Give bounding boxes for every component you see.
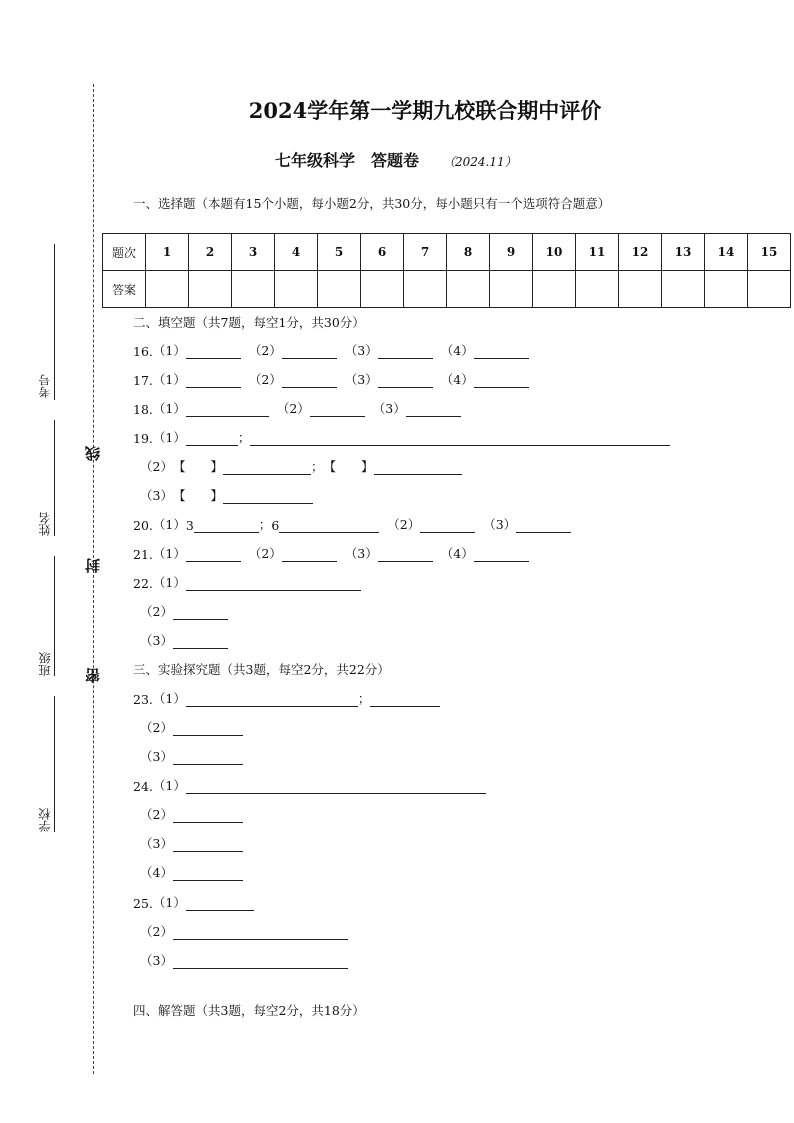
part-label: （2） <box>387 517 421 532</box>
exam-number-line <box>54 244 55 400</box>
answer-blank[interactable] <box>173 634 228 649</box>
part-label: （3） <box>140 836 173 851</box>
answer-cell[interactable] <box>404 271 447 308</box>
q-number: 19. <box>133 431 153 446</box>
q-number: 21. <box>133 547 153 562</box>
answer-blank[interactable] <box>474 344 529 359</box>
part-label: （2） <box>140 807 173 822</box>
answer-blank[interactable] <box>516 518 571 533</box>
separator: ； <box>310 459 324 474</box>
part-label: （1） <box>152 343 186 358</box>
answer-cell[interactable] <box>748 271 791 308</box>
section2-heading: 二、填空题（共7题，每空1分，共30分） <box>133 315 365 330</box>
question-25-part3 <box>140 951 348 969</box>
part-label: （4） <box>440 546 474 561</box>
exam-number-label: 考号 <box>38 374 52 398</box>
answer-blank[interactable] <box>194 518 259 533</box>
grid-row-label-number: 题次 <box>103 234 146 271</box>
question-23 <box>133 689 440 707</box>
page-subtitle <box>275 148 517 171</box>
answer-blank[interactable] <box>173 808 243 823</box>
part-label: （2） <box>140 604 173 619</box>
answer-cell[interactable] <box>619 271 662 308</box>
answer-blank[interactable] <box>186 402 269 417</box>
grid-number: 9 <box>490 234 533 271</box>
answer-blank[interactable] <box>173 750 243 765</box>
question-18 <box>133 399 461 417</box>
part-label: （1） <box>152 546 186 561</box>
answer-blank[interactable] <box>374 460 462 475</box>
question-21 <box>133 544 529 562</box>
question-22-part2 <box>140 602 228 620</box>
question-24-part4 <box>140 863 243 881</box>
q-number: 17. <box>133 373 153 388</box>
grid-number: 5 <box>318 234 361 271</box>
answer-blank[interactable] <box>282 344 337 359</box>
answer-blank[interactable] <box>173 925 348 940</box>
separator: ； <box>258 517 272 532</box>
part-label: （3） <box>344 372 378 387</box>
question-22 <box>133 573 361 591</box>
answer-blank[interactable] <box>223 489 313 504</box>
answer-blank[interactable] <box>186 779 486 794</box>
answer-blank[interactable] <box>173 605 228 620</box>
answer-blank[interactable] <box>420 518 475 533</box>
q-number: 23. <box>133 692 153 707</box>
seal-char-secret: 密 <box>84 668 102 683</box>
grid-number: 14 <box>705 234 748 271</box>
part-label: （3） <box>372 401 406 416</box>
grid-number: 13 <box>662 234 705 271</box>
answer-blank[interactable] <box>173 721 243 736</box>
answer-cell[interactable] <box>361 271 404 308</box>
question-25 <box>133 893 254 911</box>
answer-cell[interactable] <box>490 271 533 308</box>
answer-cell[interactable] <box>189 271 232 308</box>
choice-bracket: 【 】 <box>323 459 374 474</box>
section1-heading: 一、选择题（本题有15个小题，每小题2分，共30分，每小题只有一个选项符合题意） <box>133 196 611 211</box>
answer-cell[interactable] <box>533 271 576 308</box>
grid-number: 3 <box>232 234 275 271</box>
part-label: （1） <box>152 372 186 387</box>
answer-blank[interactable] <box>186 344 241 359</box>
answer-cell[interactable] <box>662 271 705 308</box>
part-label: （1） <box>152 895 186 910</box>
prefix-6: 6 <box>271 518 280 533</box>
answer-blank[interactable] <box>186 896 254 911</box>
name-line <box>54 420 55 536</box>
choice-bracket: 【 】 <box>172 459 223 474</box>
seal-char-line: 线 <box>84 446 102 461</box>
seal-char-seal: 封 <box>84 558 102 573</box>
answer-grid <box>102 233 791 308</box>
answer-cell[interactable] <box>705 271 748 308</box>
grid-number: 2 <box>189 234 232 271</box>
answer-blank[interactable] <box>370 692 440 707</box>
q-number: 18. <box>133 402 153 417</box>
answer-grid-number-row <box>103 234 791 271</box>
grid-number: 15 <box>748 234 791 271</box>
part-label: （3） <box>140 488 173 503</box>
grid-number: 8 <box>447 234 490 271</box>
question-24 <box>133 776 486 794</box>
answer-cell[interactable] <box>318 271 361 308</box>
grid-number: 7 <box>404 234 447 271</box>
answer-blank[interactable] <box>186 431 238 446</box>
prefix-3: 3 <box>185 518 194 533</box>
q-number: 22. <box>133 576 153 591</box>
part-label: （1） <box>152 401 186 416</box>
part-label: （2） <box>140 720 173 735</box>
question-23-part2 <box>140 718 243 736</box>
question-16 <box>133 341 529 359</box>
answer-blank[interactable] <box>173 837 243 852</box>
grid-number: 1 <box>146 234 189 271</box>
choice-bracket: 【 】 <box>172 488 223 503</box>
answer-blank[interactable] <box>378 373 433 388</box>
answer-blank[interactable] <box>282 373 337 388</box>
separator: ； <box>237 430 251 445</box>
part-label: （2） <box>248 372 282 387</box>
part-label: （2） <box>140 924 173 939</box>
question-19-part2 <box>140 457 462 475</box>
separator: ； <box>357 691 371 706</box>
q-number: 16. <box>133 344 153 359</box>
part-label: （3） <box>344 343 378 358</box>
answer-blank[interactable] <box>282 547 337 562</box>
answer-blank[interactable] <box>186 576 361 591</box>
grid-number: 10 <box>533 234 576 271</box>
exam-date: （2024.11） <box>443 155 517 169</box>
answer-cell[interactable] <box>275 271 318 308</box>
part-label: （4） <box>440 343 474 358</box>
grid-number: 4 <box>275 234 318 271</box>
class-line <box>54 556 55 676</box>
part-label: （1） <box>152 575 186 590</box>
answer-blank[interactable] <box>186 373 241 388</box>
part-label: （2） <box>140 459 173 474</box>
part-label: （1） <box>152 778 186 793</box>
question-24-part3 <box>140 834 243 852</box>
answer-blank[interactable] <box>173 954 348 969</box>
part-label: （3） <box>483 517 517 532</box>
answer-blank[interactable] <box>474 547 529 562</box>
school-label: 学校 <box>38 808 52 832</box>
section3-heading: 三、实验探究题（共3题，每空2分，共22分） <box>133 662 390 677</box>
grid-number: 6 <box>361 234 404 271</box>
answer-cell[interactable] <box>576 271 619 308</box>
part-label: （2） <box>276 401 310 416</box>
part-label: （3） <box>344 546 378 561</box>
answer-blank[interactable] <box>279 518 379 533</box>
question-19 <box>133 428 670 446</box>
question-20 <box>133 515 571 533</box>
answer-blank[interactable] <box>474 373 529 388</box>
answer-blank[interactable] <box>406 402 461 417</box>
subtitle-text: 七年级科学 答题卷 <box>275 151 420 170</box>
q-number: 24. <box>133 779 153 794</box>
class-label: 班级 <box>38 652 52 676</box>
part-label: （2） <box>248 343 282 358</box>
school-line <box>54 696 55 832</box>
grid-number: 12 <box>619 234 662 271</box>
answer-cell[interactable] <box>146 271 189 308</box>
page-title: 2024学年第一学期九校联合期中评价 <box>248 98 602 123</box>
question-25-part2 <box>140 922 348 940</box>
grid-row-label-answer: 答案 <box>103 271 146 308</box>
grid-number: 11 <box>576 234 619 271</box>
answer-blank[interactable] <box>378 547 433 562</box>
part-label: （2） <box>248 546 282 561</box>
answer-blank[interactable] <box>173 866 243 881</box>
answer-blank[interactable] <box>186 547 241 562</box>
answer-blank[interactable] <box>378 344 433 359</box>
name-label: 姓名 <box>38 512 52 536</box>
section4-heading: 四、解答题（共3题，每空2分，共18分） <box>133 1003 365 1018</box>
answer-blank[interactable] <box>186 692 358 707</box>
answer-blank[interactable] <box>250 431 670 446</box>
part-label: （1） <box>152 691 186 706</box>
part-label: （1） <box>152 430 186 445</box>
q-number: 25. <box>133 896 153 911</box>
question-22-part3 <box>140 631 228 649</box>
cut-line <box>93 84 94 1074</box>
question-24-part2 <box>140 805 243 823</box>
part-label: （3） <box>140 749 173 764</box>
part-label: （3） <box>140 633 173 648</box>
part-label: （4） <box>440 372 474 387</box>
answer-grid-answer-row <box>103 271 791 308</box>
q-number: 20. <box>133 518 153 533</box>
answer-blank[interactable] <box>223 460 311 475</box>
part-label: （1） <box>152 517 186 532</box>
part-label: （3） <box>140 953 173 968</box>
answer-cell[interactable] <box>232 271 275 308</box>
question-17 <box>133 370 529 388</box>
part-label: （4） <box>140 865 173 880</box>
question-23-part3 <box>140 747 243 765</box>
answer-cell[interactable] <box>447 271 490 308</box>
question-19-part3 <box>140 486 313 504</box>
answer-blank[interactable] <box>310 402 365 417</box>
